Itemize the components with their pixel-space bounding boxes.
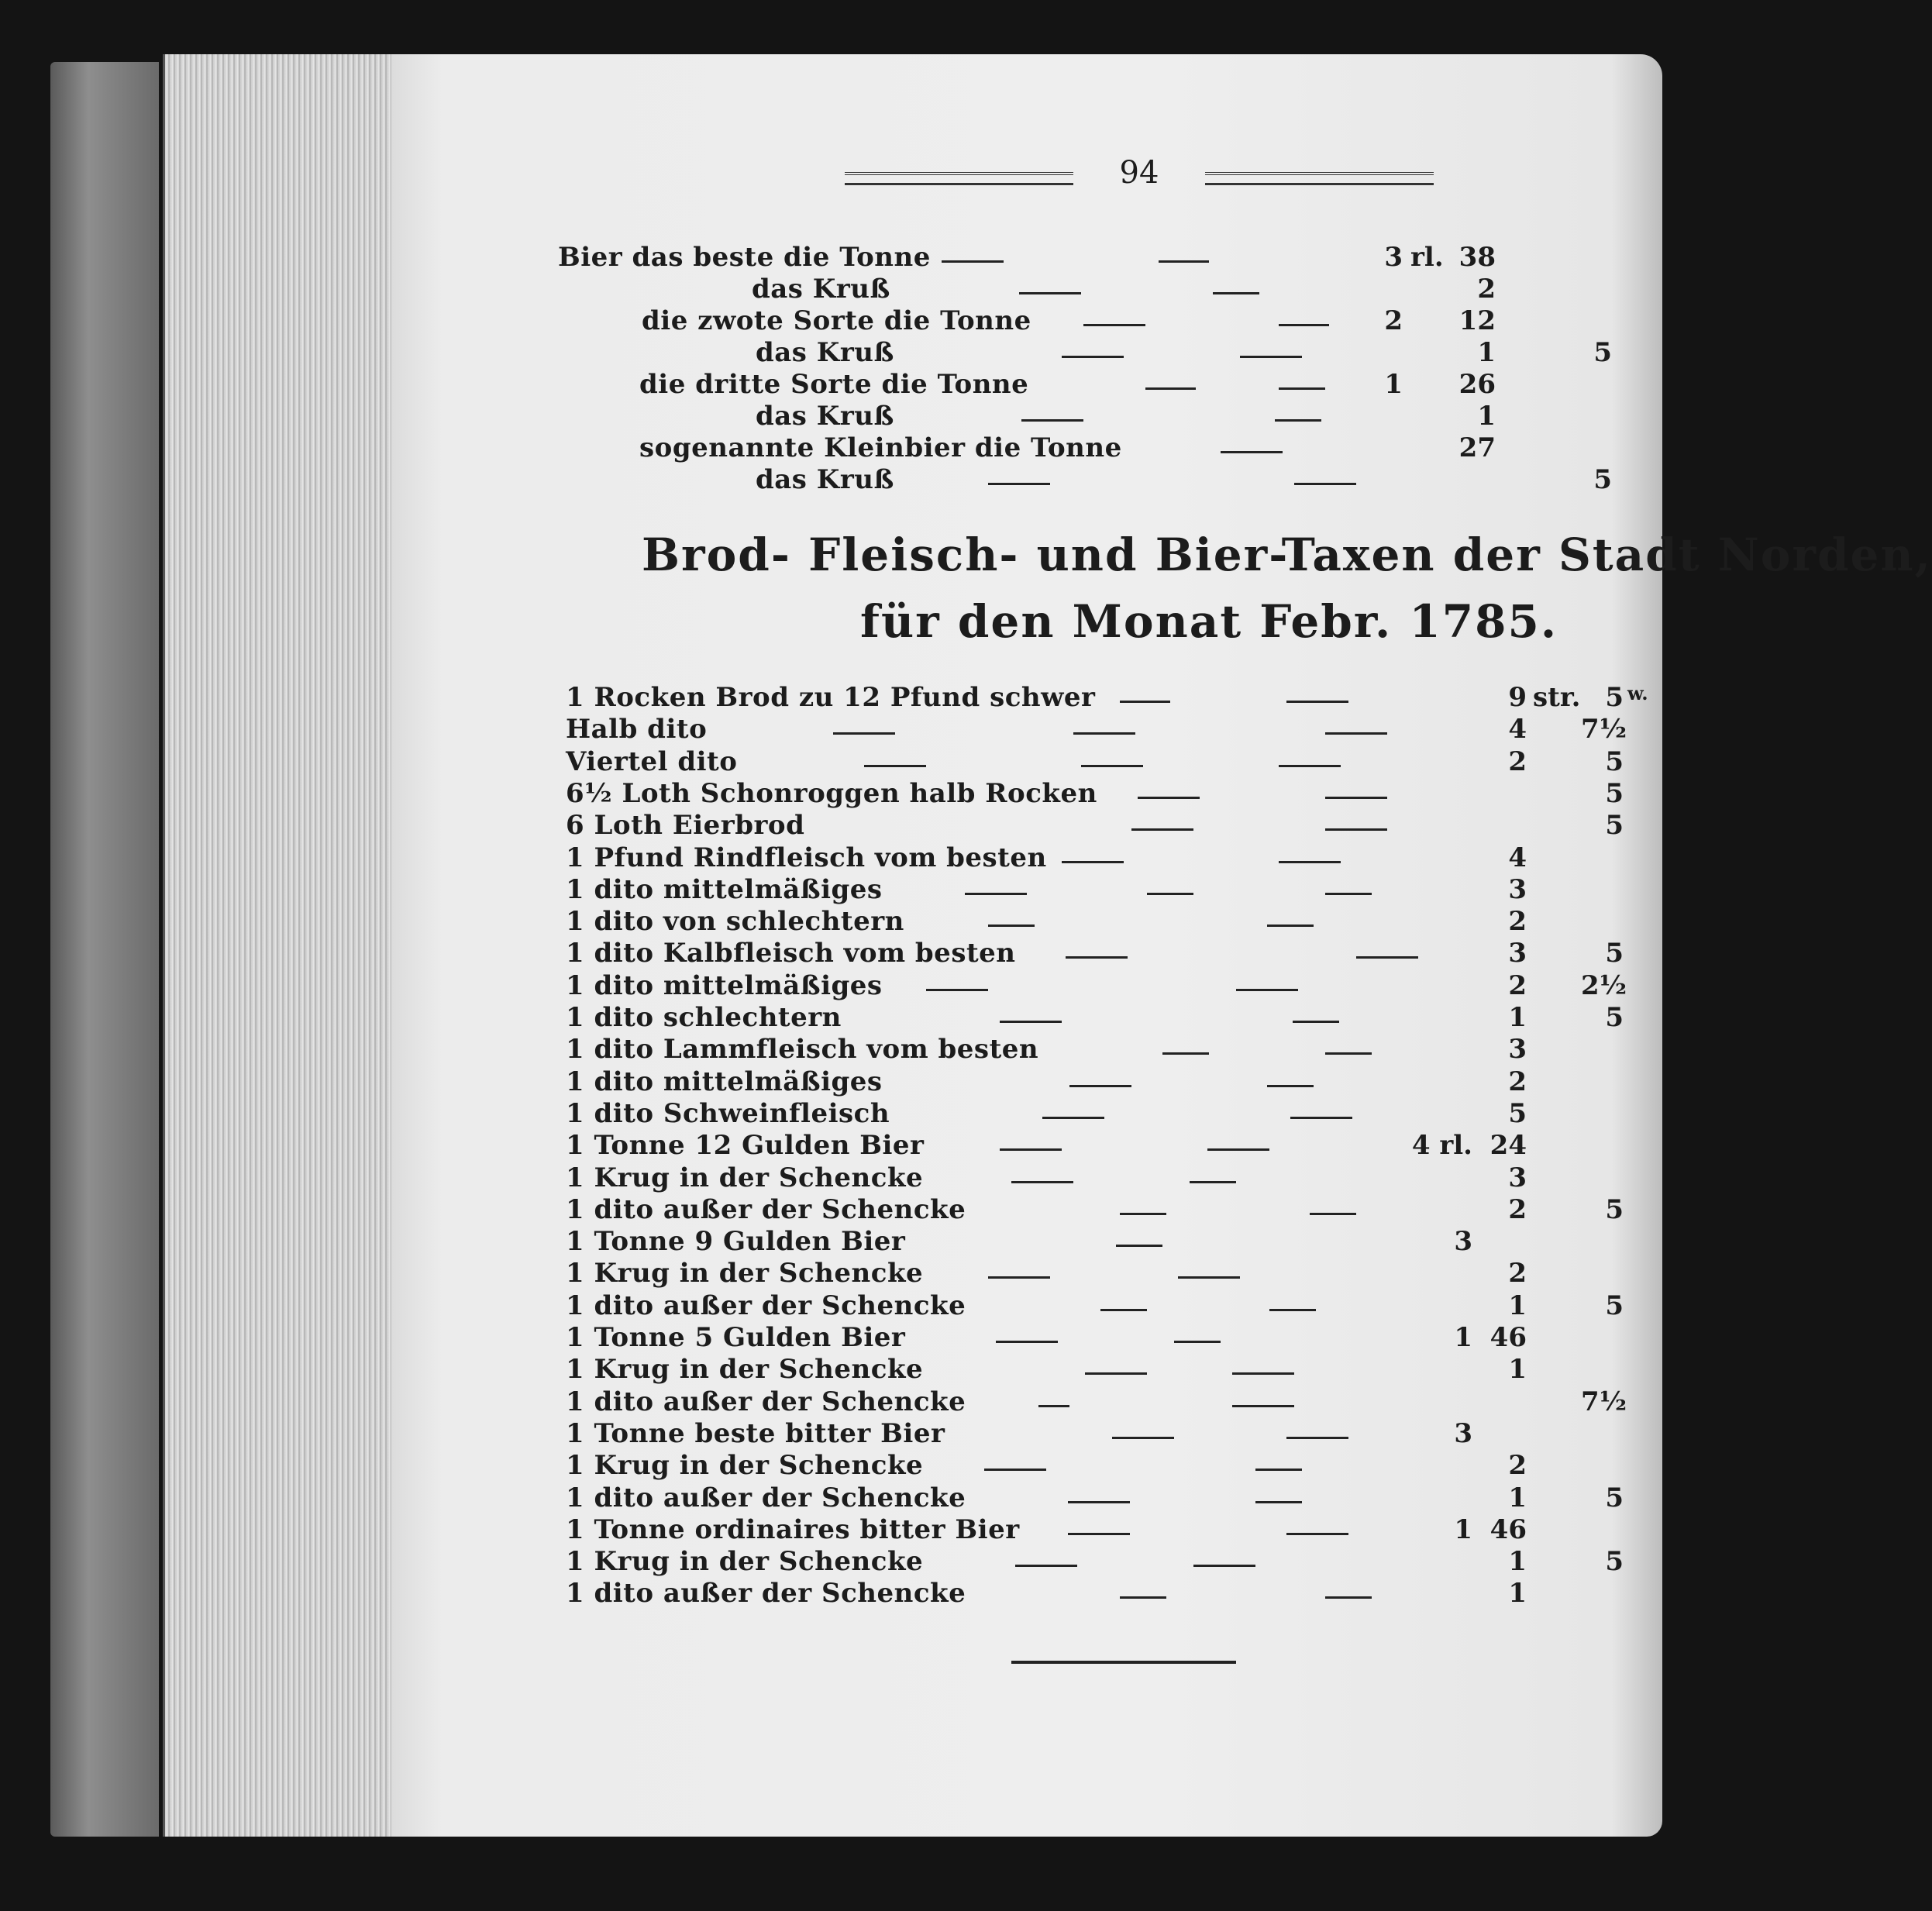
item-label: das Kruß: [756, 337, 894, 368]
price-row: [0, 1386, 1681, 1417]
leader-dash: [1120, 1213, 1166, 1215]
stuber-value: 1: [1508, 1002, 1527, 1033]
item-label: 1 Tonne ordinaires bitter Bier: [566, 1513, 1020, 1545]
taler-value: 3: [1384, 242, 1403, 273]
leader-dash: [1190, 1181, 1236, 1183]
stuber-value: 46: [1489, 1322, 1527, 1353]
stuber-value: 12: [1458, 305, 1496, 336]
leader-dash: [1021, 419, 1083, 422]
price-row: [0, 1226, 1681, 1257]
end-rule: [1011, 1661, 1236, 1664]
item-label: die dritte Sorte die Tonne: [639, 369, 1029, 400]
leader-dash: [1240, 356, 1302, 358]
price-row: [0, 1578, 1681, 1609]
leader-dash: [1325, 1596, 1372, 1599]
item-label: 1 dito außer der Schencke: [566, 1482, 966, 1513]
item-label: 1 dito außer der Schencke: [566, 1193, 966, 1225]
item-label: Viertel dito: [566, 745, 738, 777]
witten-value: 5: [1605, 1482, 1624, 1513]
item-label: 1 dito außer der Schencke: [566, 1289, 966, 1321]
price-row: [0, 682, 1681, 713]
stuber-value: 1: [1508, 1482, 1527, 1513]
price-row: [0, 1322, 1681, 1353]
price-row: [0, 1130, 1681, 1161]
stuber-value: 4: [1508, 842, 1527, 873]
price-row: [0, 810, 1681, 841]
item-label: 1 dito Schweinfleisch: [566, 1097, 890, 1129]
item-label: 1 Krug in der Schencke: [566, 1258, 924, 1289]
leader-dash: [1112, 1437, 1174, 1439]
leader-dash: [1213, 292, 1259, 294]
leader-dash: [1066, 956, 1128, 959]
item-label: 1 Krug in der Schencke: [566, 1546, 924, 1578]
item-label: Bier das beste die Tonne: [558, 242, 931, 273]
leader-dash: [988, 925, 1035, 927]
leader-dash: [988, 1276, 1050, 1279]
price-row: [0, 1482, 1681, 1513]
witten-value: 5: [1593, 464, 1612, 495]
witten-value: 5: [1605, 1193, 1624, 1225]
stuber-value: 1: [1477, 401, 1496, 432]
price-row: [0, 938, 1681, 969]
item-label: 1 dito schlechtern: [566, 1002, 842, 1033]
section-title-line1: Brod- Fleisch- und Bier-Taxen der Stadt Norden,: [642, 529, 1932, 581]
price-row: [0, 1194, 1681, 1225]
leader-dash: [1073, 732, 1135, 735]
stuber-value: 1: [1508, 1546, 1527, 1578]
taler-unit: rl.: [1410, 242, 1444, 273]
stuber-value: 1: [1477, 337, 1496, 368]
running-header: [845, 155, 1434, 201]
item-label: sogenannte Kleinbier die Tonne: [639, 432, 1122, 463]
price-row: [0, 714, 1681, 745]
witten-value: 5: [1593, 337, 1612, 368]
stuber-value: 3: [1508, 938, 1527, 969]
witten-unit: w.: [1627, 682, 1648, 704]
price-row: [0, 401, 1681, 432]
item-label: 6 Loth Eierbrod: [566, 810, 805, 842]
leader-dash: [1042, 1117, 1104, 1119]
leader-dash: [1038, 1405, 1069, 1407]
leader-dash: [1011, 1181, 1073, 1183]
price-row: [0, 842, 1681, 873]
item-label: 1 dito außer der Schencke: [566, 1578, 966, 1610]
leader-dash: [984, 1469, 1046, 1471]
leader-dash: [965, 893, 1027, 895]
price-row: [0, 274, 1681, 305]
stuber-value: 3: [1508, 1162, 1527, 1193]
leader-dash: [1286, 1533, 1348, 1535]
leader-dash: [1138, 797, 1200, 799]
stuber-value: 38: [1458, 242, 1496, 273]
item-label: 1 dito von schlechtern: [566, 906, 904, 938]
stuber-value: 1: [1508, 1578, 1527, 1610]
leader-dash: [1100, 1309, 1147, 1311]
leader-dash: [1310, 1213, 1356, 1215]
item-label: das Kruß: [752, 274, 890, 305]
witten-value: 5: [1605, 1289, 1624, 1321]
leader-dash: [1232, 1372, 1294, 1375]
leader-dash: [1062, 356, 1124, 358]
leader-dash: [1255, 1469, 1302, 1471]
price-row: [0, 1002, 1681, 1033]
price-row: [0, 1162, 1681, 1193]
item-label: die zwote Sorte die Tonne: [642, 305, 1031, 336]
leader-dash: [1294, 483, 1356, 485]
witten-value: 7½: [1581, 714, 1627, 745]
price-row: [0, 337, 1681, 368]
witten-value: 5: [1605, 745, 1624, 777]
price-row: [0, 874, 1681, 905]
leader-dash: [996, 1341, 1058, 1343]
stuber-value: 2: [1508, 906, 1527, 938]
leader-dash: [1116, 1245, 1162, 1247]
price-row: [0, 1098, 1681, 1129]
price-row: [0, 1450, 1681, 1481]
stuber-value: 9: [1508, 682, 1527, 713]
stuber-value: 3: [1508, 1034, 1527, 1066]
item-label: 1 Krug in der Schencke: [566, 1162, 924, 1193]
page-number: 94: [1119, 155, 1159, 191]
leader-dash: [1232, 1405, 1294, 1407]
price-row: [0, 1258, 1681, 1289]
witten-value: 5: [1605, 810, 1624, 842]
price-row: [0, 1354, 1681, 1385]
taler-value: 3: [1454, 1226, 1472, 1258]
item-label: 1 dito Lammfleisch vom besten: [566, 1034, 1039, 1066]
section-title-line2: für den Monat Febr. 1785.: [860, 595, 1558, 648]
leader-dash: [1000, 1021, 1062, 1023]
item-label: 1 Tonne 9 Gulden Bier: [566, 1226, 906, 1258]
price-row: [0, 1418, 1681, 1449]
stuber-value: 2: [1508, 745, 1527, 777]
item-label: 1 Tonne beste bitter Bier: [566, 1417, 945, 1449]
item-label: 1 Krug in der Schencke: [566, 1450, 924, 1482]
witten-value: 5: [1605, 1546, 1624, 1578]
leader-dash: [942, 260, 1004, 263]
stuber-value: 27: [1458, 432, 1496, 463]
stuber-value: 2: [1508, 1450, 1527, 1482]
leader-dash: [1275, 419, 1321, 422]
taler-value: 2: [1384, 305, 1403, 336]
leader-dash: [1279, 861, 1341, 863]
price-row: [0, 1546, 1681, 1577]
leader-dash: [1267, 1085, 1314, 1087]
stuber-value: 24: [1489, 1130, 1527, 1162]
leader-dash: [1279, 765, 1341, 767]
price-row: [0, 778, 1681, 809]
price-row: [0, 1290, 1681, 1321]
stuber-value: 46: [1489, 1513, 1527, 1545]
price-row: [0, 1514, 1681, 1545]
leader-dash: [1356, 956, 1418, 959]
leader-dash: [1325, 828, 1387, 831]
item-label: Halb dito: [566, 714, 708, 745]
leader-dash: [1068, 1533, 1130, 1535]
leader-dash: [926, 989, 988, 991]
leader-dash: [1068, 1501, 1130, 1503]
leader-dash: [1131, 828, 1193, 831]
leader-dash: [1085, 1372, 1147, 1375]
leader-dash: [1325, 732, 1387, 735]
item-label: 1 dito mittelmäßiges: [566, 873, 883, 905]
witten-value: 2½: [1581, 969, 1627, 1001]
item-label: 1 dito außer der Schencke: [566, 1386, 966, 1417]
leader-dash: [1279, 387, 1325, 390]
price-row: [0, 1066, 1681, 1097]
witten-value: 5: [1605, 1002, 1624, 1033]
leader-dash: [988, 483, 1050, 485]
price-row: [0, 970, 1681, 1001]
leader-dash: [1267, 925, 1314, 927]
leader-dash: [1193, 1565, 1255, 1567]
leader-dash: [1162, 1052, 1209, 1055]
leader-dash: [1221, 451, 1283, 453]
stuber-value: 1: [1508, 1354, 1527, 1386]
leader-dash: [1325, 1052, 1372, 1055]
leader-dash: [1286, 701, 1348, 703]
leader-dash: [1325, 893, 1372, 895]
leader-dash: [1269, 1309, 1316, 1311]
witten-value: 5: [1605, 682, 1624, 713]
leader-dash: [1159, 260, 1209, 263]
item-label: 1 Tonne 12 Gulden Bier: [566, 1130, 925, 1162]
price-row: [0, 305, 1681, 336]
item-label: 1 Tonne 5 Gulden Bier: [566, 1322, 906, 1353]
leader-dash: [1062, 861, 1124, 863]
leader-dash: [1069, 1085, 1131, 1087]
stuber-value: 2: [1508, 969, 1527, 1001]
price-row: [0, 242, 1681, 273]
leader-dash: [1015, 1565, 1077, 1567]
item-label: 1 dito mittelmäßiges: [566, 1066, 883, 1097]
header-rule-right: [1205, 172, 1434, 185]
leader-dash: [1290, 1117, 1352, 1119]
leader-dash: [1147, 893, 1193, 895]
leader-dash: [1120, 1596, 1166, 1599]
item-label: 1 Rocken Brod zu 12 Pfund schwer: [566, 682, 1096, 713]
leader-dash: [1145, 387, 1196, 390]
stuber-value: 3: [1508, 873, 1527, 905]
leader-dash: [1255, 1501, 1302, 1503]
stuber-value: 2: [1477, 274, 1496, 305]
stuber-value: 2: [1508, 1258, 1527, 1289]
stuber-value: 4: [1508, 714, 1527, 745]
stuber-value: 2: [1508, 1193, 1527, 1225]
leader-dash: [1207, 1148, 1269, 1151]
stuber-unit: str.: [1533, 682, 1581, 713]
leader-dash: [1174, 1341, 1221, 1343]
leader-dash: [1178, 1276, 1240, 1279]
taler-value: 4 rl.: [1411, 1130, 1472, 1162]
price-row: [0, 746, 1681, 777]
price-row: [0, 432, 1681, 463]
stuber-value: 2: [1508, 1066, 1527, 1097]
price-row: [0, 464, 1681, 495]
witten-value: 5: [1605, 938, 1624, 969]
leader-dash: [1279, 324, 1329, 326]
leader-dash: [1019, 292, 1081, 294]
item-label: 1 Pfund Rindfleisch vom besten: [566, 842, 1047, 873]
item-label: 1 Krug in der Schencke: [566, 1354, 924, 1386]
taler-value: 1: [1454, 1513, 1472, 1545]
witten-value: 7½: [1581, 1386, 1627, 1417]
leader-dash: [833, 732, 895, 735]
stuber-value: 26: [1458, 369, 1496, 400]
leader-dash: [1000, 1148, 1062, 1151]
stuber-value: 5: [1508, 1097, 1527, 1129]
leader-dash: [1325, 797, 1387, 799]
witten-value: 5: [1605, 777, 1624, 809]
price-row: [0, 1034, 1681, 1065]
leader-dash: [1083, 324, 1145, 326]
price-row: [0, 369, 1681, 400]
taler-value: 1: [1454, 1322, 1472, 1353]
item-label: 1 dito Kalbfleisch vom besten: [566, 938, 1016, 969]
taler-value: 1: [1384, 369, 1403, 400]
item-label: 1 dito mittelmäßiges: [566, 969, 883, 1001]
leader-dash: [1286, 1437, 1348, 1439]
item-label: das Kruß: [756, 401, 894, 432]
leader-dash: [1293, 1021, 1339, 1023]
leader-dash: [1236, 989, 1298, 991]
leader-dash: [1120, 701, 1170, 703]
stuber-value: 1: [1508, 1289, 1527, 1321]
leader-dash: [864, 765, 926, 767]
taler-value: 3: [1454, 1417, 1472, 1449]
leader-dash: [1081, 765, 1143, 767]
price-row: [0, 906, 1681, 937]
item-label: 6½ Loth Schonroggen halb Rocken: [566, 777, 1097, 809]
item-label: das Kruß: [756, 464, 894, 495]
